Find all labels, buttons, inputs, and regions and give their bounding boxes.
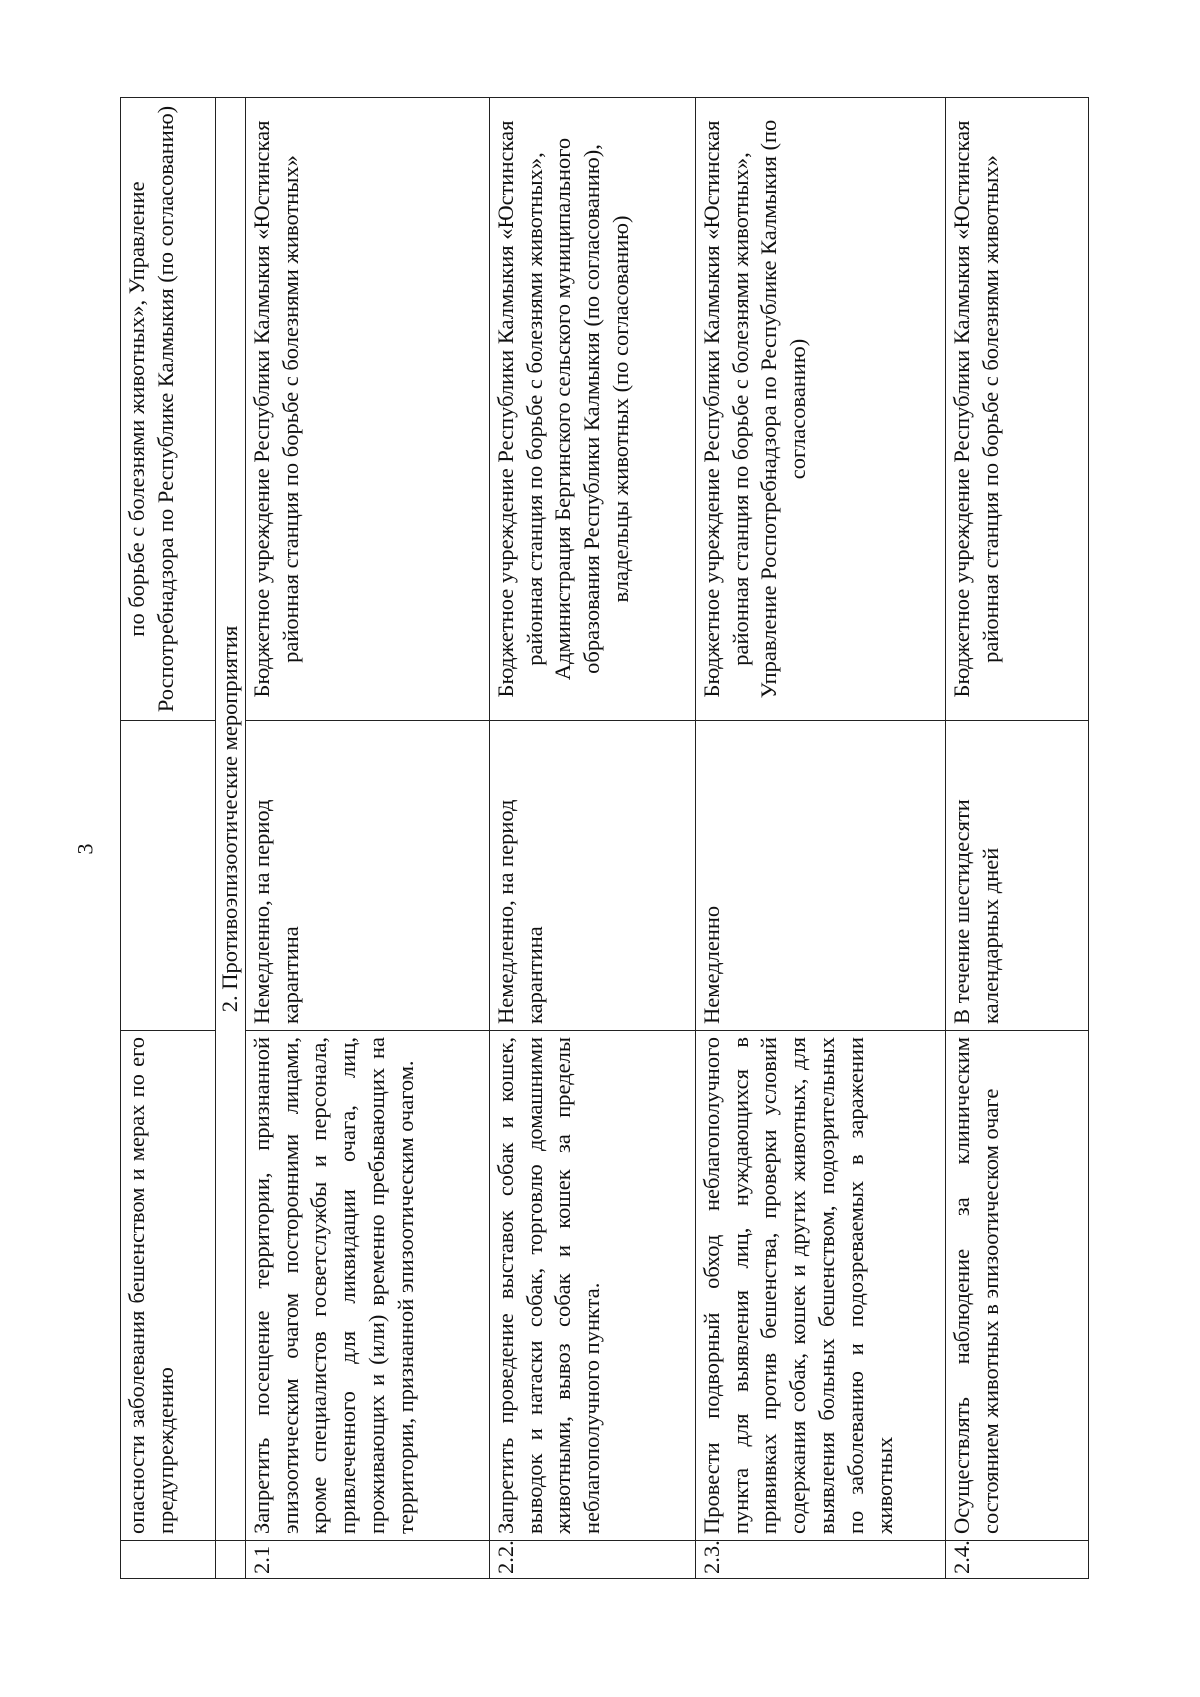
row-term: В течение шестидесяти календарных дней — [945, 721, 1088, 1031]
row-action: Провести подворный обход неблагополучного пункта для выявления лиц, нуждающихся в прививках против бешенства, проверки условий содержания собак, кошек и других животных, для выявления больных бешенством, подозрительных по заболеванию и подозреваемых в заражении животных — [695, 1031, 945, 1541]
row-action: Запретить посещение территории, признанной эпизоотическим очагом посторонними лицами, кроме специалистов госветслужбы и персонала, привлеченного для ликвидации очага, лиц, проживающих и (или) временно пребывающих на территории, признанной эпизоотическим очагом. — [245, 1031, 489, 1541]
row-responsible: Бюджетное учреждение Республики Калмыкия «Юстинская районная станция по борьбе с болезнями животных», Администрация Бергинского сельского муниципального образования Республики Калмыкия (по согласованию), владельцы животных (по согласованию) — [489, 98, 695, 721]
table-row — [245, 98, 489, 1579]
table-row — [695, 98, 945, 1579]
row-action: Запретить проведение выставок собак и кошек, выводок и натаски собак, торговлю домашними животными, вывоз собак и кошек за пределы неблагополучного пункта. — [489, 1031, 695, 1541]
row-term: Немедленно, на период карантина — [245, 721, 489, 1031]
section-number-cell — [216, 1541, 246, 1579]
section-title: 2. Противоэпизоотические мероприятия — [216, 98, 246, 1541]
row-number: 2.2. — [489, 1541, 695, 1579]
row-responsible: по борьбе с болезнями животных», Управление Роспотребнадзора по Республике Калмыкия (по согласованию) — [121, 98, 216, 721]
table-row-continuation — [121, 98, 216, 1579]
page-number: 3 — [72, 843, 98, 855]
measures-table — [120, 97, 1089, 1579]
row-number: 2.4. — [945, 1541, 1088, 1579]
rotated-table-wrapper — [120, 98, 1080, 1579]
table-row — [945, 98, 1088, 1579]
row-responsible: Бюджетное учреждение Республики Калмыкия «Юстинская районная станция по борьбе с болезнями животных», Управление Роспотребнадзора по Республике Калмыкия (по согласованию) — [695, 98, 945, 721]
row-number — [121, 1541, 216, 1579]
row-term: Немедленно, на период карантина — [489, 721, 695, 1031]
row-action: опасности заболевания бешенством и мерах по его предупреждению — [121, 1031, 216, 1541]
section-header-row — [216, 98, 246, 1579]
table-row — [489, 98, 695, 1579]
row-responsible: Бюджетное учреждение Республики Калмыкия «Юстинская районная станция по борьбе с болезнями животных» — [945, 98, 1088, 721]
row-term — [121, 721, 216, 1031]
row-number: 2.3. — [695, 1541, 945, 1579]
row-term: Немедленно — [695, 721, 945, 1031]
row-responsible: Бюджетное учреждение Республики Калмыкия «Юстинская районная станция по борьбе с болезнями животных» — [245, 98, 489, 721]
row-number: 2.1 — [245, 1541, 489, 1579]
row-action: Осуществлять наблюдение за клиническим состоянием животных в эпизоотическом очаге — [945, 1031, 1088, 1541]
